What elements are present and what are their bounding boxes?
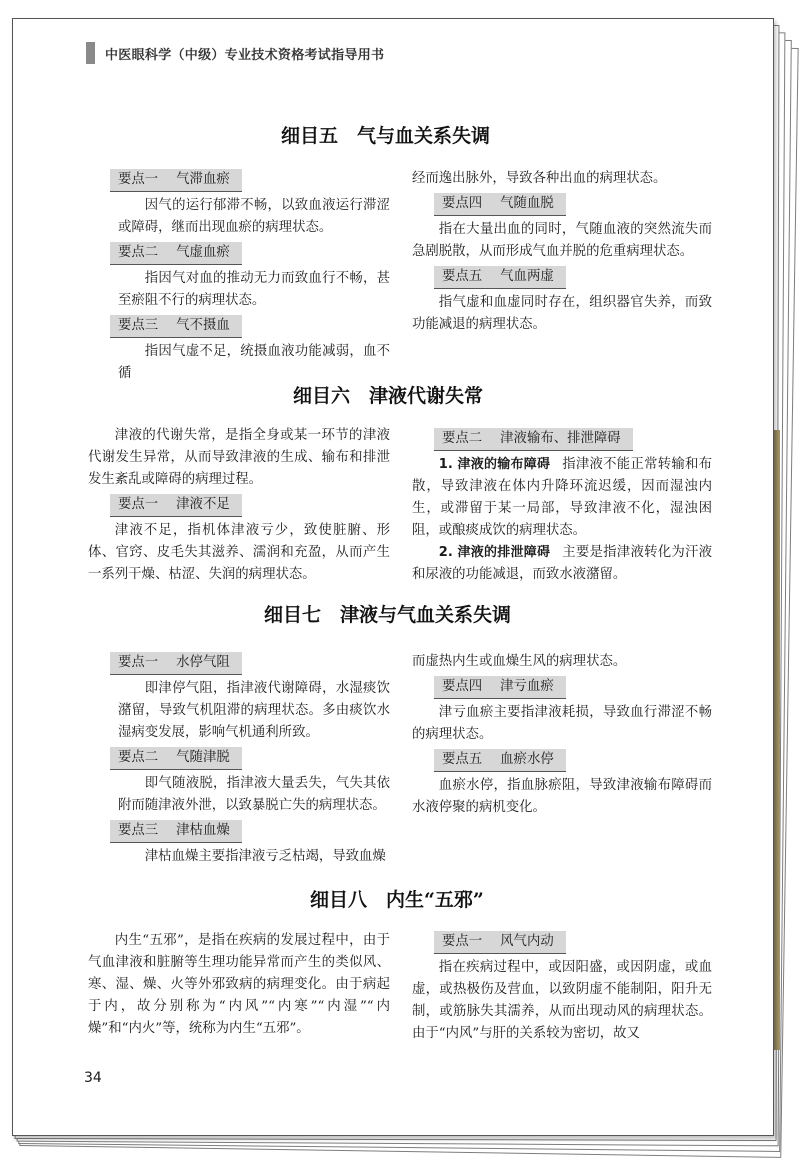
paragraph: 津枯血燥主要指津液亏乏枯竭，导致血燥 [144,849,386,864]
paragraph: 内生“五邪”，是指在疾病的发展过程中，由于气血津液和脏腑等生理功能异常而产生的类似风、寒、湿、燥、火等外邪致病的病理变化。由于病起于内，故分别称为“内风”“内寒”“内湿”“内燥”和“内火”等，统称为内生“五邪”。 [88,933,390,1036]
key-point-heading: 要点四 津亏血瘀 [434,676,566,699]
running-header: 中医眼科学（中级）专业技术资格考试指导用书 [105,48,385,63]
section5-right-column [412,168,712,336]
paragraph: 津液不足，指机体津液亏少，致使脏腑、形体、官窍、皮毛失其滋养、濡润和充盈，从而产生一系列干燥、枯涩、失润的病理状态。 [88,523,390,582]
section8-left-column [88,930,390,1040]
page-number: 34 [84,1070,102,1086]
section-title-8: 细目八 内生“五邪” [310,889,484,911]
key-point-heading: 要点三 气不摄血 [110,315,242,338]
key-point-heading: 要点一 气滞血瘀 [110,169,242,192]
paragraph: 津液的代谢失常，是指全身或某一环节的津液代谢发生异常，从而导致津液的生成、输布和排泄发生紊乱或障碍的病理过程。 [88,428,390,487]
key-point-heading: 要点一 风气内动 [434,931,566,954]
key-point-heading: 要点一 水停气阻 [110,652,242,675]
key-point-heading: 要点五 血瘀水停 [434,749,566,772]
paragraph: 津亏血瘀主要指津液耗损，导致血行滞涩不畅的病理状态。 [412,705,712,742]
term-label: 1. 津液的输布障碍 [438,457,551,472]
paragraph: 指因气虚不足，统摄血液功能减弱，血不循 [118,344,390,381]
paragraph-continued: 经而逸出脉外，导致各种出血的病理状态。 [412,171,667,186]
section-title-6: 细目六 津液代谢失常 [293,385,484,407]
section5-left-column [118,166,390,385]
paragraph: 因气的运行郁滞不畅，以致血液运行滞涩或障碍，继而出现血瘀的病理状态。 [118,198,390,235]
key-point-heading: 要点一 津液不足 [110,494,242,517]
paragraph: 指在大量出血的同时，气随血液的突然流失而急剧脱散，从而形成气血并脱的危重病理状态。 [412,222,712,259]
section6-right-column [412,425,712,586]
paragraph: 即津停气阻，指津液代谢障碍，水湿痰饮潴留，导致气机阻滞的病理状态。多由痰饮水湿病变发展，影响气机通利所致。 [118,681,390,740]
paragraph: 即气随液脱，指津液大量丢失，气失其依附而随津液外泄，以致暴脱亡失的病理状态。 [118,776,390,813]
section-title-7: 细目七 津液与气血关系失调 [264,604,512,626]
paragraph: 2. 津液的排泄障碍 主要是指津液转化为汗液和尿液的功能减退，而致水液潴留。 [412,545,713,582]
section6-left-column [88,425,390,586]
section7-left-column [118,649,390,868]
section7-right-column [412,651,712,819]
paragraph: 指因气对血的推动无力而致血行不畅，甚至瘀阻不行的病理状态。 [118,271,390,308]
key-point-heading: 要点二 津液输布、排泄障碍 [434,428,633,451]
key-point-heading: 要点二 气虚血瘀 [110,242,242,265]
header-marker [86,42,95,64]
paragraph: 血瘀水停，指血脉瘀阻，导致津液输布障碍而水液停聚的病机变化。 [412,778,712,815]
key-point-heading: 要点二 气随津脱 [110,747,242,770]
paragraph: 指气虚和血虚同时存在，组织器官失养，而致功能减退的病理状态。 [412,295,712,332]
section-title-5: 细目五 气与血关系失调 [281,125,491,147]
key-point-heading: 要点五 气血两虚 [434,266,566,289]
term-label: 2. 津液的排泄障碍 [438,545,551,560]
paragraph: 指在疾病过程中，或因阳盛，或因阴虚，或血虚，或热极伤及营血，以致阴虚不能制阳，阳升无制，或筋脉失其濡养，从而出现动风的病理状态。由于“内风”与肝的关系较为密切，故又 [412,960,712,1041]
key-point-heading: 要点三 津枯血燥 [110,820,242,843]
key-point-heading: 要点四 气随血脱 [434,193,566,216]
paragraph: 1. 津液的输布障碍 指津液不能正常转输和布散，导致津液在体内升降环流迟缓，因而湿浊内生，或滞留于某一局部，导致津液不化，湿浊困阻，或酿痰成饮的病理状态。 [412,457,713,538]
section8-right-column [412,928,712,1045]
paragraph-continued: 而虚热内生或血燥生风的病理状态。 [412,654,627,669]
